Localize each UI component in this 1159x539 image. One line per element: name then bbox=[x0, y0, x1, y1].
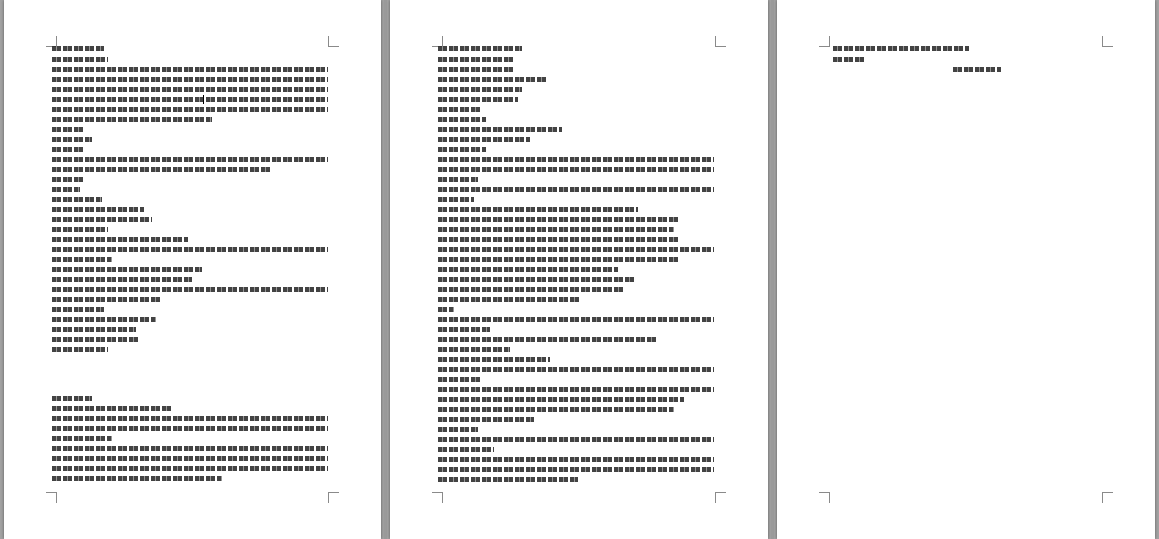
text-line bbox=[52, 436, 112, 441]
text-line bbox=[438, 77, 548, 82]
text-line bbox=[438, 377, 482, 382]
text-line bbox=[438, 357, 550, 362]
margin-corner-top-right bbox=[328, 36, 339, 47]
text-cursor bbox=[203, 95, 204, 104]
text-line bbox=[52, 317, 156, 322]
text-line bbox=[438, 337, 658, 342]
text-line bbox=[438, 137, 530, 142]
text-line bbox=[52, 67, 328, 72]
text-line bbox=[438, 117, 486, 122]
text-line bbox=[438, 217, 678, 222]
text-line bbox=[438, 347, 510, 352]
text-line bbox=[52, 297, 162, 302]
text-line bbox=[438, 197, 474, 202]
document-page-1[interactable] bbox=[4, 0, 381, 539]
text-line bbox=[52, 337, 140, 342]
text-line bbox=[52, 77, 328, 82]
document-page-3[interactable] bbox=[777, 0, 1155, 539]
text-line bbox=[438, 437, 714, 442]
text-line bbox=[438, 287, 624, 292]
margin-corner-bottom-left bbox=[46, 492, 57, 503]
text-line bbox=[833, 46, 969, 51]
text-line bbox=[52, 347, 108, 352]
text-line bbox=[438, 157, 714, 162]
text-line bbox=[438, 427, 478, 432]
text-line bbox=[52, 396, 92, 401]
text-line bbox=[438, 107, 482, 112]
page-gap bbox=[384, 0, 387, 539]
text-line bbox=[52, 426, 328, 431]
text-line bbox=[52, 167, 272, 172]
text-line bbox=[52, 446, 328, 451]
text-line bbox=[438, 397, 684, 402]
margin-corner-top-left bbox=[819, 36, 830, 47]
text-line bbox=[438, 247, 714, 252]
text-line bbox=[52, 137, 92, 142]
text-line bbox=[52, 57, 108, 62]
text-line bbox=[52, 147, 84, 152]
text-line bbox=[438, 257, 678, 262]
text-line bbox=[438, 127, 562, 132]
margin-corner-top-right bbox=[1102, 36, 1113, 47]
text-line bbox=[438, 67, 514, 72]
text-line bbox=[438, 317, 714, 322]
text-line bbox=[52, 46, 104, 51]
text-line bbox=[438, 267, 618, 272]
text-line bbox=[52, 107, 328, 112]
text-line bbox=[52, 227, 108, 232]
text-line bbox=[52, 197, 102, 202]
text-line bbox=[438, 277, 634, 282]
text-line bbox=[438, 447, 494, 452]
text-line bbox=[52, 237, 188, 242]
text-line bbox=[52, 117, 212, 122]
text-line bbox=[438, 467, 714, 472]
margin-corner-bottom-right bbox=[328, 492, 339, 503]
text-line bbox=[438, 407, 674, 412]
text-line bbox=[438, 457, 714, 462]
text-line bbox=[438, 417, 534, 422]
text-line bbox=[52, 87, 328, 92]
text-line bbox=[438, 297, 580, 302]
text-line bbox=[52, 287, 328, 292]
text-line bbox=[52, 307, 104, 312]
text-line bbox=[52, 207, 144, 212]
text-line bbox=[438, 477, 578, 482]
text-line bbox=[52, 257, 112, 262]
margin-corner-bottom-right bbox=[715, 492, 726, 503]
text-line bbox=[52, 267, 202, 272]
text-line bbox=[52, 327, 136, 332]
text-line bbox=[438, 46, 522, 51]
text-line bbox=[52, 157, 328, 162]
text-line bbox=[438, 307, 454, 312]
text-line bbox=[438, 237, 678, 242]
text-line bbox=[52, 247, 328, 252]
text-line bbox=[52, 217, 152, 222]
text-line bbox=[52, 127, 84, 132]
margin-corner-top-right bbox=[715, 36, 726, 47]
text-line bbox=[438, 327, 490, 332]
text-line bbox=[52, 177, 84, 182]
text-line bbox=[52, 277, 192, 282]
margin-corner-bottom-right bbox=[1102, 492, 1113, 503]
text-line bbox=[52, 187, 80, 192]
margin-corner-bottom-left bbox=[819, 492, 830, 503]
text-line bbox=[52, 466, 328, 471]
document-page-2[interactable] bbox=[390, 0, 768, 539]
text-line bbox=[438, 367, 714, 372]
text-line bbox=[52, 456, 328, 461]
text-line bbox=[953, 67, 1001, 72]
margin-corner-bottom-left bbox=[432, 492, 443, 503]
page-gap bbox=[771, 0, 774, 539]
text-line bbox=[438, 147, 486, 152]
text-line bbox=[438, 97, 518, 102]
text-line bbox=[438, 167, 714, 172]
text-line bbox=[438, 57, 514, 62]
text-line bbox=[438, 207, 638, 212]
text-line bbox=[52, 476, 222, 481]
text-line bbox=[438, 187, 714, 192]
text-line bbox=[438, 177, 478, 182]
text-line bbox=[52, 97, 328, 102]
text-line bbox=[438, 227, 674, 232]
text-line bbox=[833, 57, 865, 62]
text-line bbox=[438, 387, 714, 392]
text-line bbox=[438, 87, 522, 92]
text-line bbox=[52, 416, 328, 421]
text-line bbox=[52, 406, 172, 411]
